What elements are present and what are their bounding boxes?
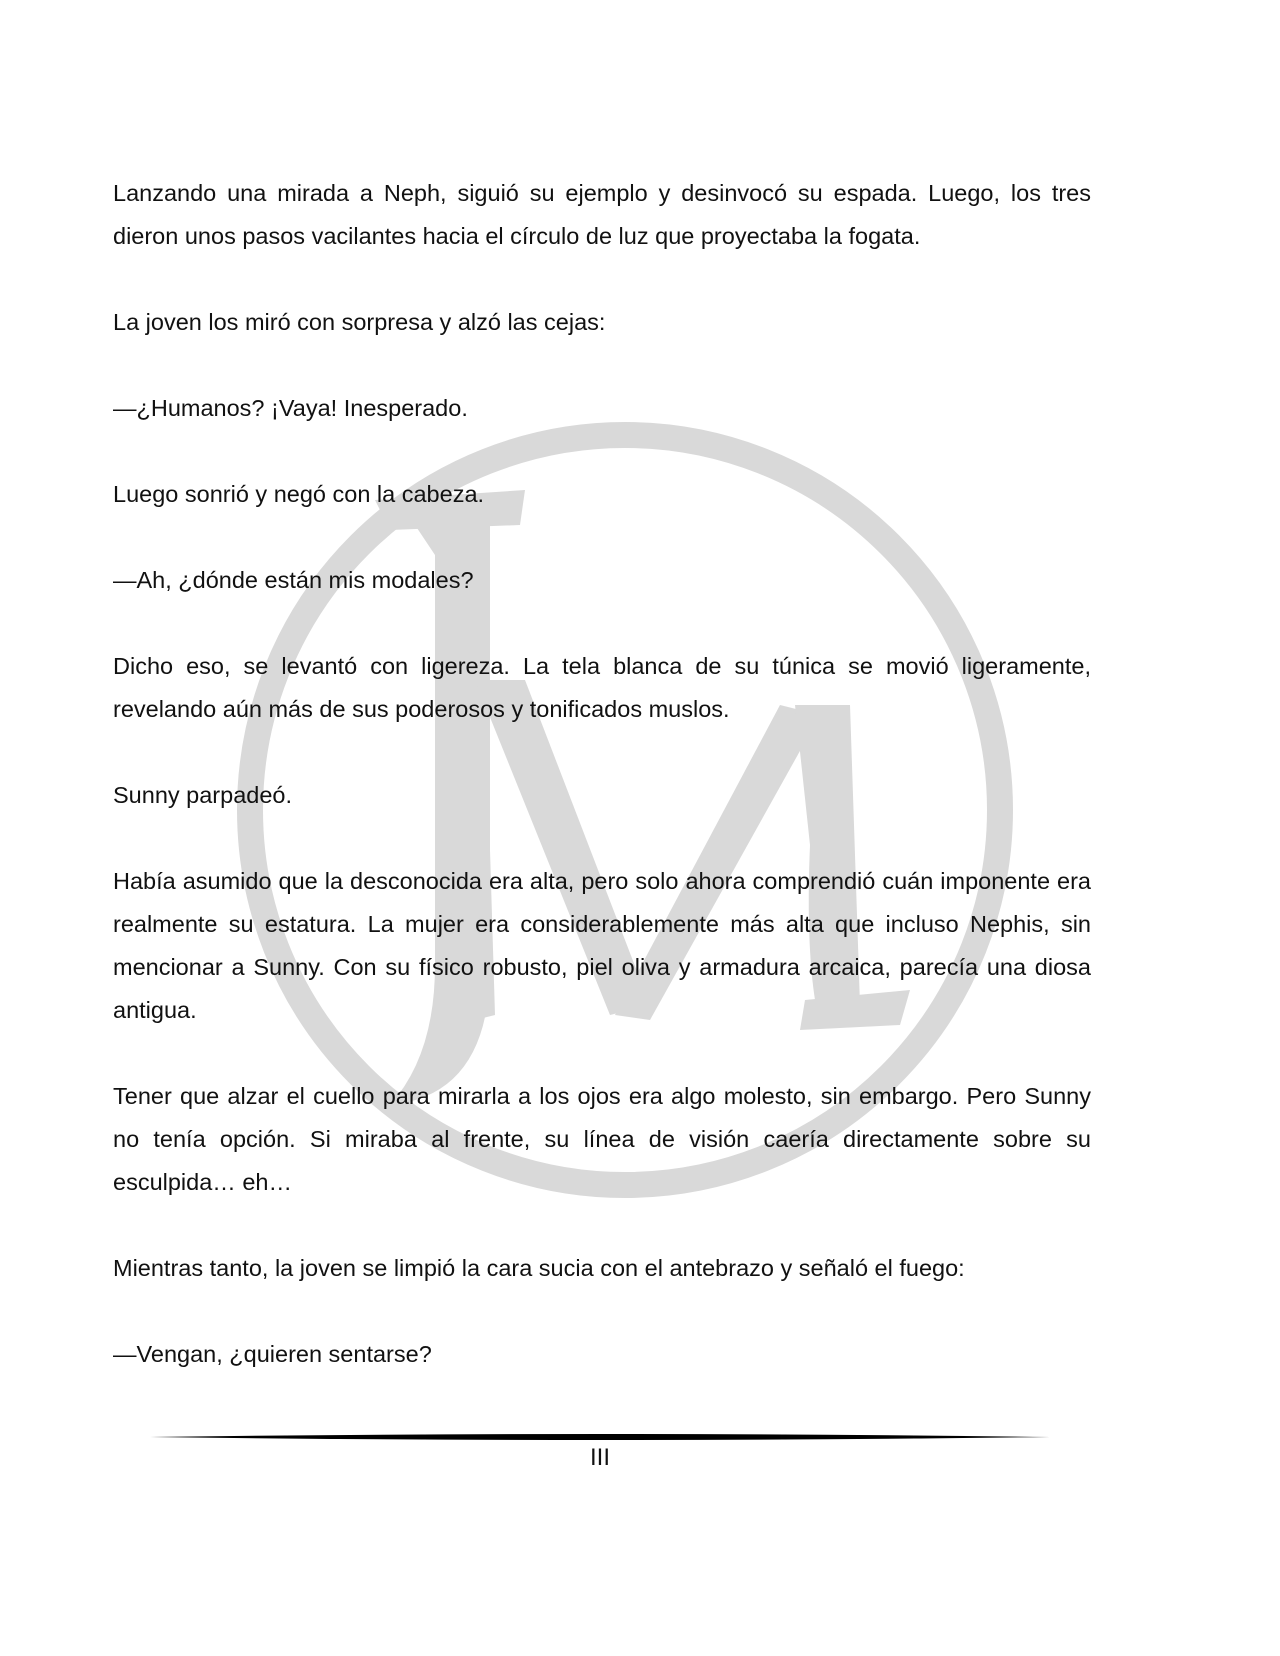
- paragraph: —¿Humanos? ¡Vaya! Inesperado.: [113, 395, 468, 421]
- paragraph: Lanzando una mirada a Neph, siguió su ejemplo y desinvocó su espada. Luego, los tres dieron unos pasos vacilantes hacia el círculo de luz que proyectaba la fogata.: [113, 180, 1091, 249]
- paragraph: Sunny parpadeó.: [113, 782, 293, 808]
- page-number: III: [589, 1444, 610, 1471]
- footer-divider: [150, 1432, 1050, 1442]
- paragraph: Tener que alzar el cuello para mirarla a los ojos era algo molesto, sin embargo. Pero Sunny no tenía opción. Si miraba al frente, su línea de visión caería directamente sobre su esculpida… eh…: [113, 1083, 1091, 1195]
- paragraph: —Vengan, ¿quieren sentarse?: [113, 1341, 432, 1367]
- paragraph: —Ah, ¿dónde están mis modales?: [113, 567, 474, 593]
- paragraph: Luego sonrió y negó con la cabeza.: [113, 481, 485, 507]
- chapter-text: [113, 172, 1091, 1376]
- paragraph: Había asumido que la desconocida era alta, pero solo ahora comprendió cuán imponente era realmente su estatura. La mujer era considerablemente más alta que incluso Nephis, sin mencionar a Sunny. Con su físico robusto, piel oliva y armadura arcaica, parecía una diosa antigua.: [113, 868, 1091, 1023]
- paragraph: Mientras tanto, la joven se limpió la cara sucia con el antebrazo y señaló el fuego:: [113, 1255, 965, 1281]
- paragraph: Dicho eso, se levantó con ligereza. La tela blanca de su túnica se movió ligeramente, revelando aún más de sus poderosos y tonificados muslos.: [113, 653, 1091, 722]
- paragraph: La joven los miró con sorpresa y alzó las cejas:: [113, 309, 606, 335]
